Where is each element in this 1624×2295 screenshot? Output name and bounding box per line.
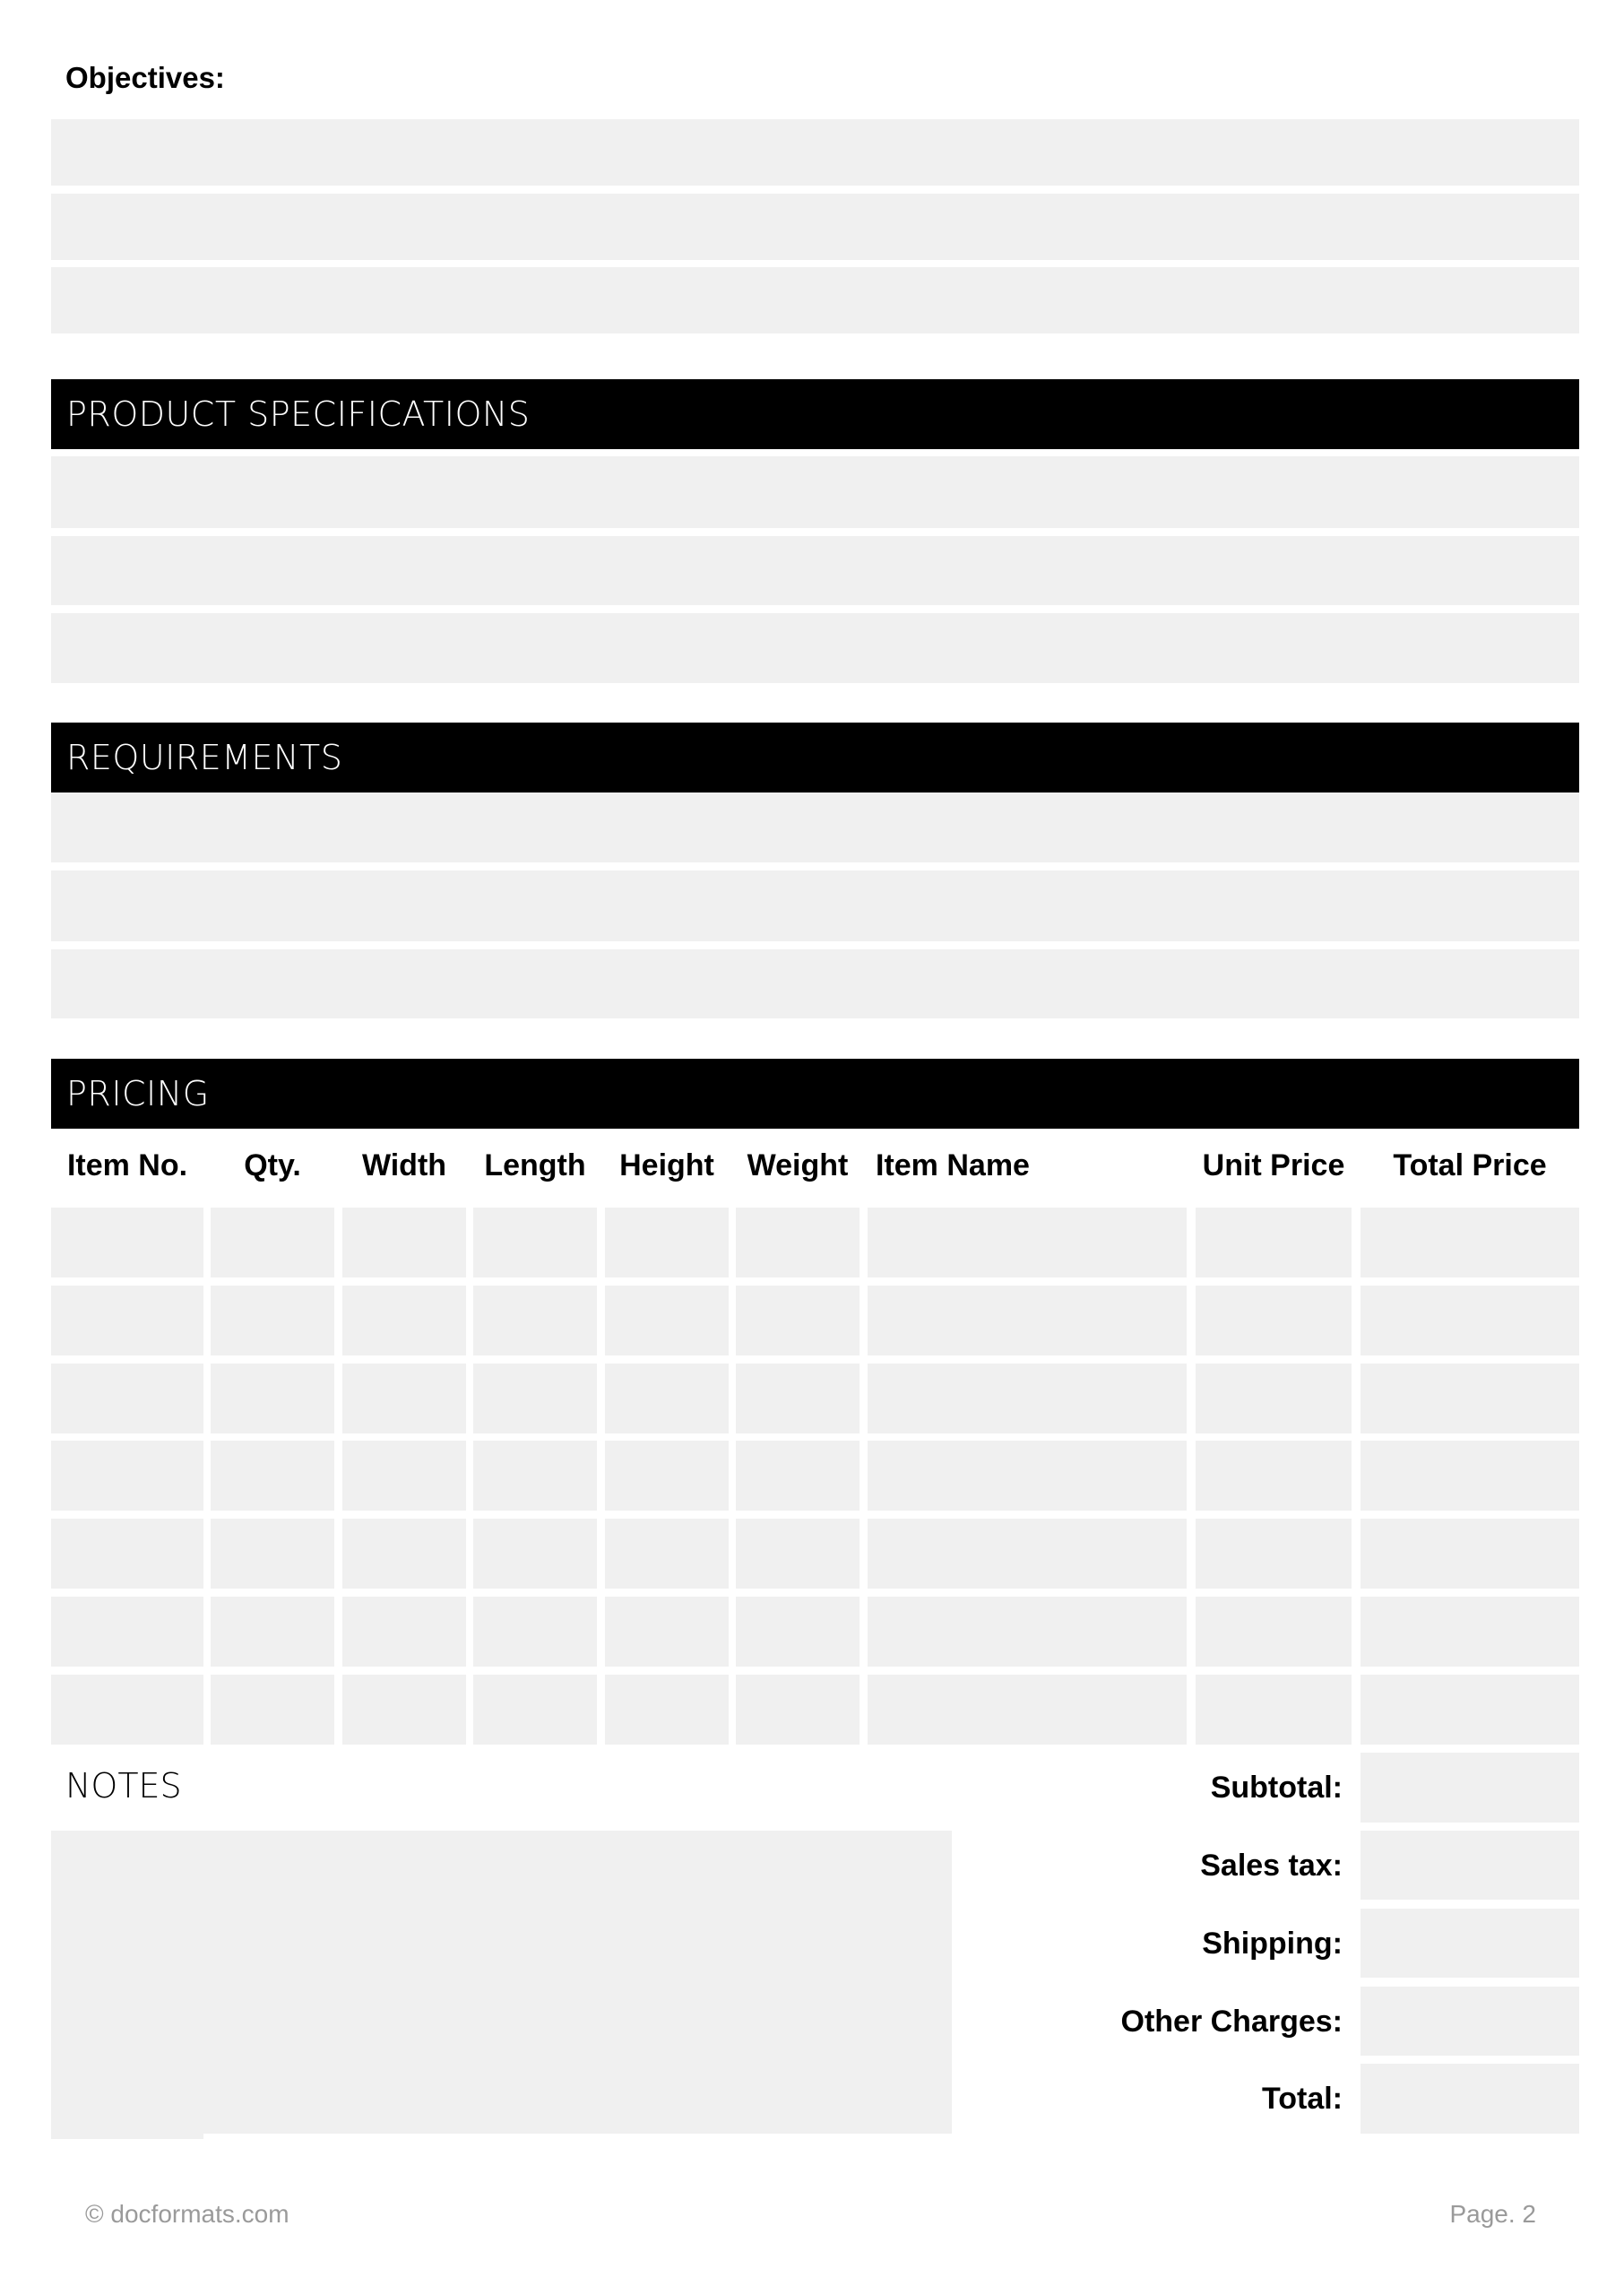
pricing-cell[interactable] — [211, 1286, 334, 1355]
pricing-cell[interactable] — [473, 1597, 597, 1667]
pricing-cell[interactable] — [1361, 1364, 1579, 1433]
requirements-field-3[interactable] — [51, 949, 1579, 1018]
column-header-weight: Weight — [747, 1148, 849, 1182]
product-specifications-title: PRODUCT SPECIFICATIONS — [66, 394, 531, 434]
column-header-total-price: Total Price — [1393, 1148, 1547, 1182]
pricing-cell[interactable] — [51, 1519, 203, 1589]
pricing-cell[interactable] — [1361, 1597, 1579, 1667]
pricing-cell[interactable] — [1196, 1675, 1352, 1745]
shipping-field[interactable] — [1361, 1909, 1579, 1978]
column-header-height: Height — [619, 1148, 714, 1182]
column-header-width: Width — [361, 1148, 447, 1182]
pricing-cell[interactable] — [605, 1597, 729, 1667]
pricing-cell[interactable] — [1361, 1208, 1579, 1277]
pricing-cell[interactable] — [1196, 1597, 1352, 1667]
pricing-cell[interactable] — [51, 1364, 203, 1433]
shipping-label: Shipping: — [1202, 1927, 1343, 1961]
pricing-cell[interactable] — [1196, 1364, 1352, 1433]
pricing-cell[interactable] — [1361, 1441, 1579, 1511]
pricing-cell[interactable] — [342, 1441, 466, 1511]
total-label: Total: — [1261, 2082, 1343, 2116]
pricing-cell[interactable] — [473, 1675, 597, 1745]
requirements-header — [51, 723, 1579, 792]
pricing-cell[interactable] — [51, 1441, 203, 1511]
pricing-cell[interactable] — [868, 1441, 1187, 1511]
pricing-cell[interactable] — [868, 1597, 1187, 1667]
pricing-cell[interactable] — [605, 1208, 729, 1277]
column-header-length: Length — [484, 1148, 586, 1182]
pricing-cell[interactable] — [342, 1208, 466, 1277]
footer-page-number: Page. 2 — [1449, 2200, 1536, 2228]
pricing-cell[interactable] — [736, 1364, 860, 1433]
pricing-cell[interactable] — [51, 1286, 203, 1355]
pricing-cell[interactable] — [473, 1286, 597, 1355]
pricing-cell[interactable] — [736, 1286, 860, 1355]
subtotal-field[interactable] — [1361, 1753, 1579, 1823]
subtotal-label: Subtotal: — [1210, 1771, 1343, 1805]
pricing-cell[interactable] — [342, 1597, 466, 1667]
pricing-cell[interactable] — [605, 1286, 729, 1355]
column-header-unit-price: Unit Price — [1202, 1148, 1345, 1182]
other-charges-label: Other Charges: — [1120, 2005, 1343, 2039]
objectives-field-1[interactable] — [51, 119, 1579, 186]
pricing-cell[interactable] — [868, 1364, 1187, 1433]
pricing-header — [51, 1059, 1579, 1129]
pricing-cell[interactable] — [51, 1675, 203, 1745]
pricing-cell[interactable] — [211, 1519, 334, 1589]
pricing-cell[interactable] — [211, 1441, 334, 1511]
requirements-title: REQUIREMENTS — [66, 738, 343, 777]
pricing-cell[interactable] — [1361, 1519, 1579, 1589]
pricing-cell[interactable] — [473, 1208, 597, 1277]
product-specifications-field-3[interactable] — [51, 613, 1579, 683]
notes-field[interactable] — [51, 1831, 952, 2134]
pricing-cell[interactable] — [736, 1675, 860, 1745]
other-charges-field[interactable] — [1361, 1987, 1579, 2056]
objectives-field-3[interactable] — [51, 267, 1579, 333]
pricing-cell[interactable] — [51, 1208, 203, 1277]
footer-copyright: © docformats.com — [85, 2200, 289, 2228]
pricing-title: PRICING — [66, 1074, 210, 1113]
product-specifications-header — [51, 379, 1579, 449]
pricing-cell[interactable] — [868, 1519, 1187, 1589]
pricing-cell[interactable] — [342, 1519, 466, 1589]
pricing-cell[interactable] — [605, 1364, 729, 1433]
notes-title: NOTES — [65, 1766, 182, 1806]
pricing-cell[interactable] — [211, 1364, 334, 1433]
pricing-cell[interactable] — [473, 1519, 597, 1589]
column-header-item-name: Item Name — [876, 1148, 1030, 1182]
pricing-cell[interactable] — [605, 1675, 729, 1745]
requirements-field-1[interactable] — [51, 792, 1579, 862]
pricing-cell[interactable] — [736, 1441, 860, 1511]
pricing-cell[interactable] — [1361, 1675, 1579, 1745]
pricing-cell[interactable] — [736, 1597, 860, 1667]
sales-tax-label: Sales tax: — [1200, 1849, 1343, 1883]
pricing-cell[interactable] — [211, 1208, 334, 1277]
notes-field-tab — [51, 2132, 203, 2139]
pricing-cell[interactable] — [473, 1441, 597, 1511]
pricing-cell[interactable] — [211, 1675, 334, 1745]
objectives-field-2[interactable] — [51, 194, 1579, 260]
product-specifications-field-2[interactable] — [51, 536, 1579, 605]
pricing-cell[interactable] — [1361, 1286, 1579, 1355]
objectives-label: Objectives: — [65, 61, 225, 94]
pricing-cell[interactable] — [211, 1597, 334, 1667]
pricing-cell[interactable] — [1196, 1286, 1352, 1355]
product-specifications-field-1[interactable] — [51, 456, 1579, 528]
pricing-cell[interactable] — [868, 1208, 1187, 1277]
pricing-cell[interactable] — [736, 1519, 860, 1589]
pricing-cell[interactable] — [473, 1364, 597, 1433]
pricing-cell[interactable] — [51, 1597, 203, 1667]
pricing-cell[interactable] — [868, 1675, 1187, 1745]
pricing-cell[interactable] — [736, 1208, 860, 1277]
column-header-qty: Qty. — [244, 1148, 301, 1182]
pricing-cell[interactable] — [342, 1675, 466, 1745]
pricing-cell[interactable] — [1196, 1208, 1352, 1277]
sales-tax-field[interactable] — [1361, 1831, 1579, 1900]
column-header-item-no: Item No. — [66, 1148, 188, 1182]
total-field[interactable] — [1361, 2064, 1579, 2134]
pricing-cell[interactable] — [605, 1519, 729, 1589]
pricing-cell[interactable] — [868, 1286, 1187, 1355]
requirements-field-2[interactable] — [51, 870, 1579, 941]
pricing-cell[interactable] — [605, 1441, 729, 1511]
pricing-cell[interactable] — [1196, 1519, 1352, 1589]
pricing-cell[interactable] — [342, 1286, 466, 1355]
pricing-cell[interactable] — [1196, 1441, 1352, 1511]
pricing-cell[interactable] — [342, 1364, 466, 1433]
